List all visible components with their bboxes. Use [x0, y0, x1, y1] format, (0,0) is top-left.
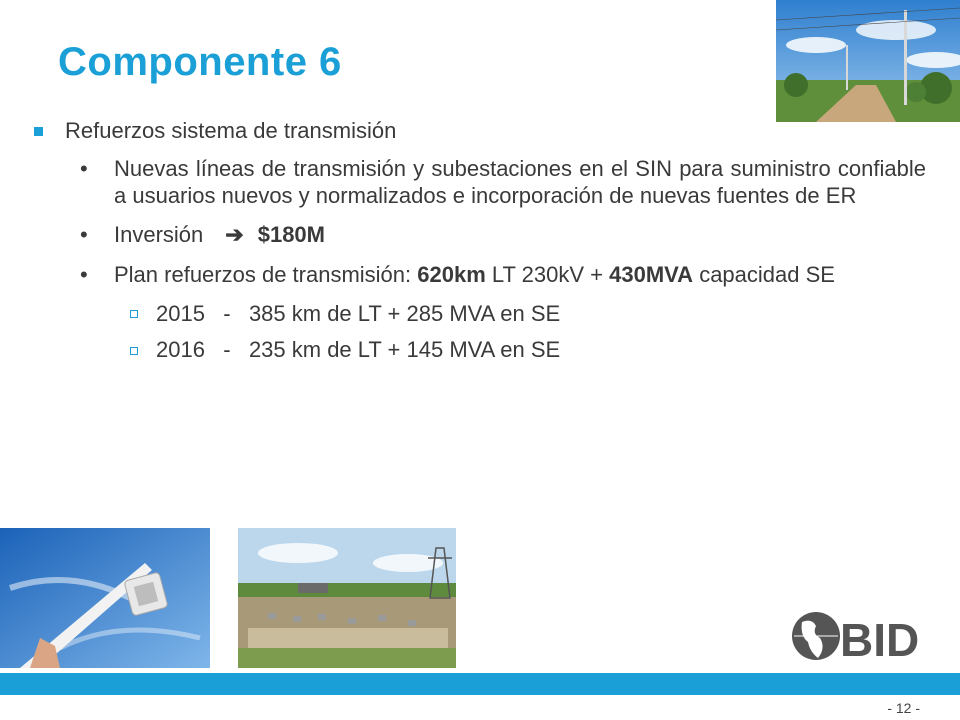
hollow-square-bullet-icon: [130, 310, 138, 318]
plan-text-a: Plan refuerzos de transmisión:: [114, 261, 418, 287]
slide-title: Componente 6: [58, 40, 342, 84]
investment-value: $180M: [257, 222, 325, 248]
plan-text-e: capacidad SE: [693, 261, 835, 287]
footer-bar: [0, 673, 960, 695]
sub-item-2016: [130, 337, 926, 363]
bullet-text: Refuerzos sistema de transmisión: [65, 118, 397, 143]
investment-label: Inversión: [114, 222, 204, 248]
sub-item-text: 2016 - 235 km de LT + 145 MVA en SE: [156, 337, 561, 363]
plan-km: 620km: [417, 261, 486, 287]
slide-body: [34, 118, 926, 374]
dot-bullet-icon: •: [80, 222, 88, 248]
item-plan: [80, 262, 926, 288]
substation-construction-photo: [238, 528, 456, 668]
sub-item-2015: [130, 301, 926, 327]
square-bullet-icon: [34, 127, 43, 136]
item-text: Nuevas líneas de transmisión y subestaciones en el SIN para suministro confiable a usuarios nuevos y normalizados e incorporación de nuevas fuentes de ER: [114, 156, 926, 208]
item-new-lines: [80, 156, 926, 209]
dot-bullet-icon: •: [80, 261, 88, 287]
bid-logo: [792, 608, 934, 664]
plan-mva: 430MVA: [609, 261, 694, 287]
dot-bullet-icon: •: [80, 156, 88, 182]
item-investment: [80, 222, 926, 248]
bullet-transmission: [34, 118, 926, 144]
solar-lamp-photo: [0, 528, 210, 668]
hollow-square-bullet-icon: [130, 347, 138, 355]
page-number: - 12 -: [887, 700, 920, 716]
logo-text: BID: [840, 614, 920, 664]
plan-text: [114, 262, 926, 288]
right-arrow-icon: ➔: [225, 222, 244, 248]
power-line-road-photo: [776, 0, 960, 122]
plan-text-c: LT 230kV +: [485, 261, 610, 287]
sub-item-text: 2015 - 385 km de LT + 285 MVA en SE: [156, 300, 561, 326]
